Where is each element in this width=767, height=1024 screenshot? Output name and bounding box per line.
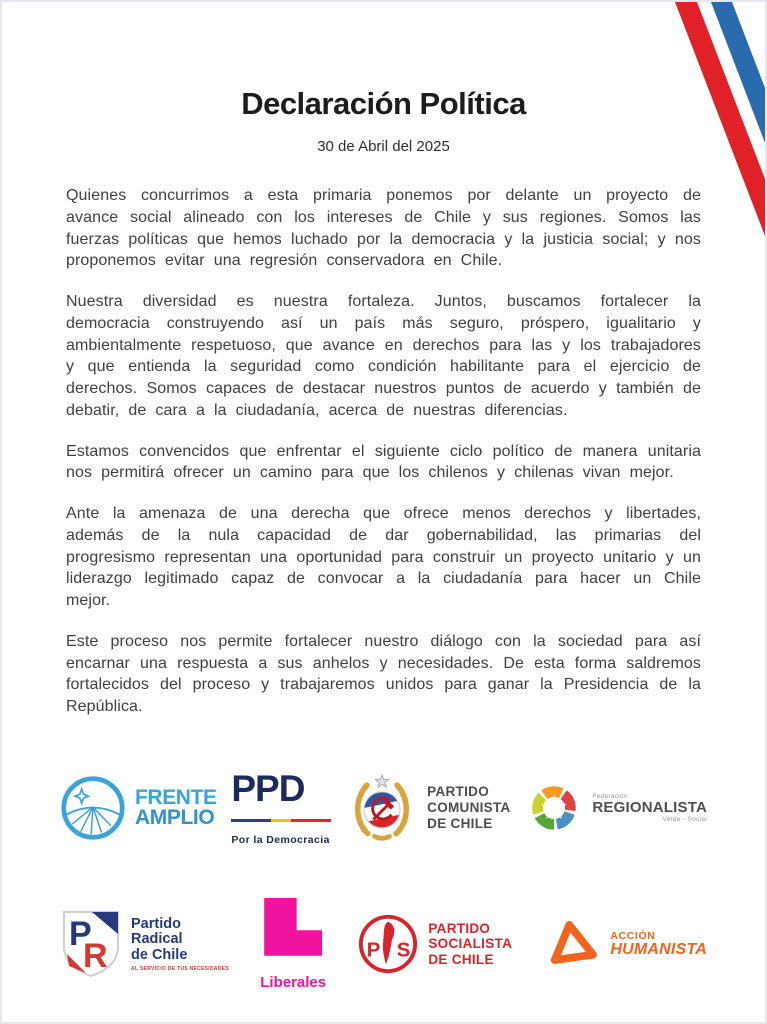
ps-label-line1: PARTIDO [428,920,491,936]
chile-flag-ribbon-icon [635,2,765,252]
regionalista-logo [525,779,707,837]
accion-humanista-icon [543,915,601,973]
liberales-logo [260,898,326,991]
paragraph-4: Ante la amenaza de una derecha que ofrece menos derechos y libertades, además de la nula capacidad de dar gobernabilidad, las primarias del progresismo representan una oportunidad para construir un proyecto unitario y un liderazgo legitimado capaz de convocar a la ciudadanía para hacer un Chile mejor. [66,505,701,609]
svg-text:P: P [367,939,381,962]
page-title: Declaración Política [241,86,526,121]
paragraph-1: Quienes concurrimos a esta primaria ponemos por delante un proyecto de avance social alineado con los intereses de Chile y sus regiones. Somos las fuerzas políticas que hemos luchado por la democracia y la justicia social; y nos proponemos evitar una regresión conservadora en Chile. [66,187,701,270]
document-date: 30 de Abril del 2025 [317,138,450,155]
svg-text:P: P [69,915,92,954]
frente-amplio-label-line1: FRENTE [135,785,217,809]
pr-label-line3: de Chile [131,947,188,964]
pr-label-line2: Radical [131,931,183,948]
pc-label-line2: COMUNISTA [427,799,511,815]
liberales-l-icon [264,898,322,956]
partido-radical-logo [60,908,229,980]
ps-label-line2: SOCIALISTA [428,936,513,952]
paragraph-3: Estamos convencidos que enfrentar el siguiente ciclo político de manera unitaria nos permitirá ofrecer un camino para que los chilenos y chilenas vivan mejor. [66,442,701,482]
pr-label-line1: Partido [131,915,181,932]
ah-label-line2: HUMANISTA [610,941,707,959]
svg-text:R: R [83,937,108,976]
regionalista-icon [525,779,583,837]
partido-socialista-logo [357,913,512,975]
ppd-tricolor-line-icon [231,819,331,822]
ps-label-line3: DE CHILE [428,952,494,967]
party-logos-row-2 [60,898,707,991]
regionalista-verde-social-label: Verde - Social [662,815,707,823]
partido-socialista-icon [357,913,419,975]
declaration-body [66,185,701,718]
paragraph-2: Nuestra diversidad es nuestra fortaleza. Juntos, buscamos fortalecer la democracia construyendo así un país más seguro, próspero, igualitario y ambientalmente respetuoso, que avance en derechos para las y los trabajadores y que entienda la seguridad como condición habilitante para el ejercicio de derechos. Somos capaces de destacar nuestros puntos de acuerdo y también de debatir, de cara a la ciudadanía, acerca de nuestras diferencias. [66,293,701,419]
partido-comunista-icon [346,772,418,844]
svg-text:S: S [397,939,411,962]
partido-radical-icon [60,908,122,980]
paragraph-5: Este proceso nos permite fortalecer nuestro diálogo con la sociedad para así encarnar una respuesta a sus anhelos y necesidades. De esta forma saldremos fortalecidos del proceso y trabajaremos unidos para ganar la Presidencia de la República. [66,632,701,715]
liberales-label: Liberales [260,973,327,991]
pc-label-line3: DE CHILE [427,815,493,831]
partido-comunista-logo [346,772,510,844]
ppd-logo [231,767,331,846]
accion-humanista-logo [543,915,707,973]
frente-amplio-logo [60,775,217,841]
regionalista-label: REGIONALISTA [592,798,707,816]
frente-amplio-icon [60,775,126,841]
frente-amplio-label-line2: AMPLIO [135,805,215,829]
ppd-acronym: PPD [231,767,305,809]
party-logos-row-1 [60,767,707,846]
regionalista-federacion-label: Federación [592,792,628,800]
ah-label-line1: ACCIÓN [610,930,656,943]
ppd-tagline: Por la Democracia [231,833,330,846]
pr-tagline: AL SERVICIO DE TUS NECESIDADES [131,965,229,972]
pc-label-line1: PARTIDO [427,783,489,799]
